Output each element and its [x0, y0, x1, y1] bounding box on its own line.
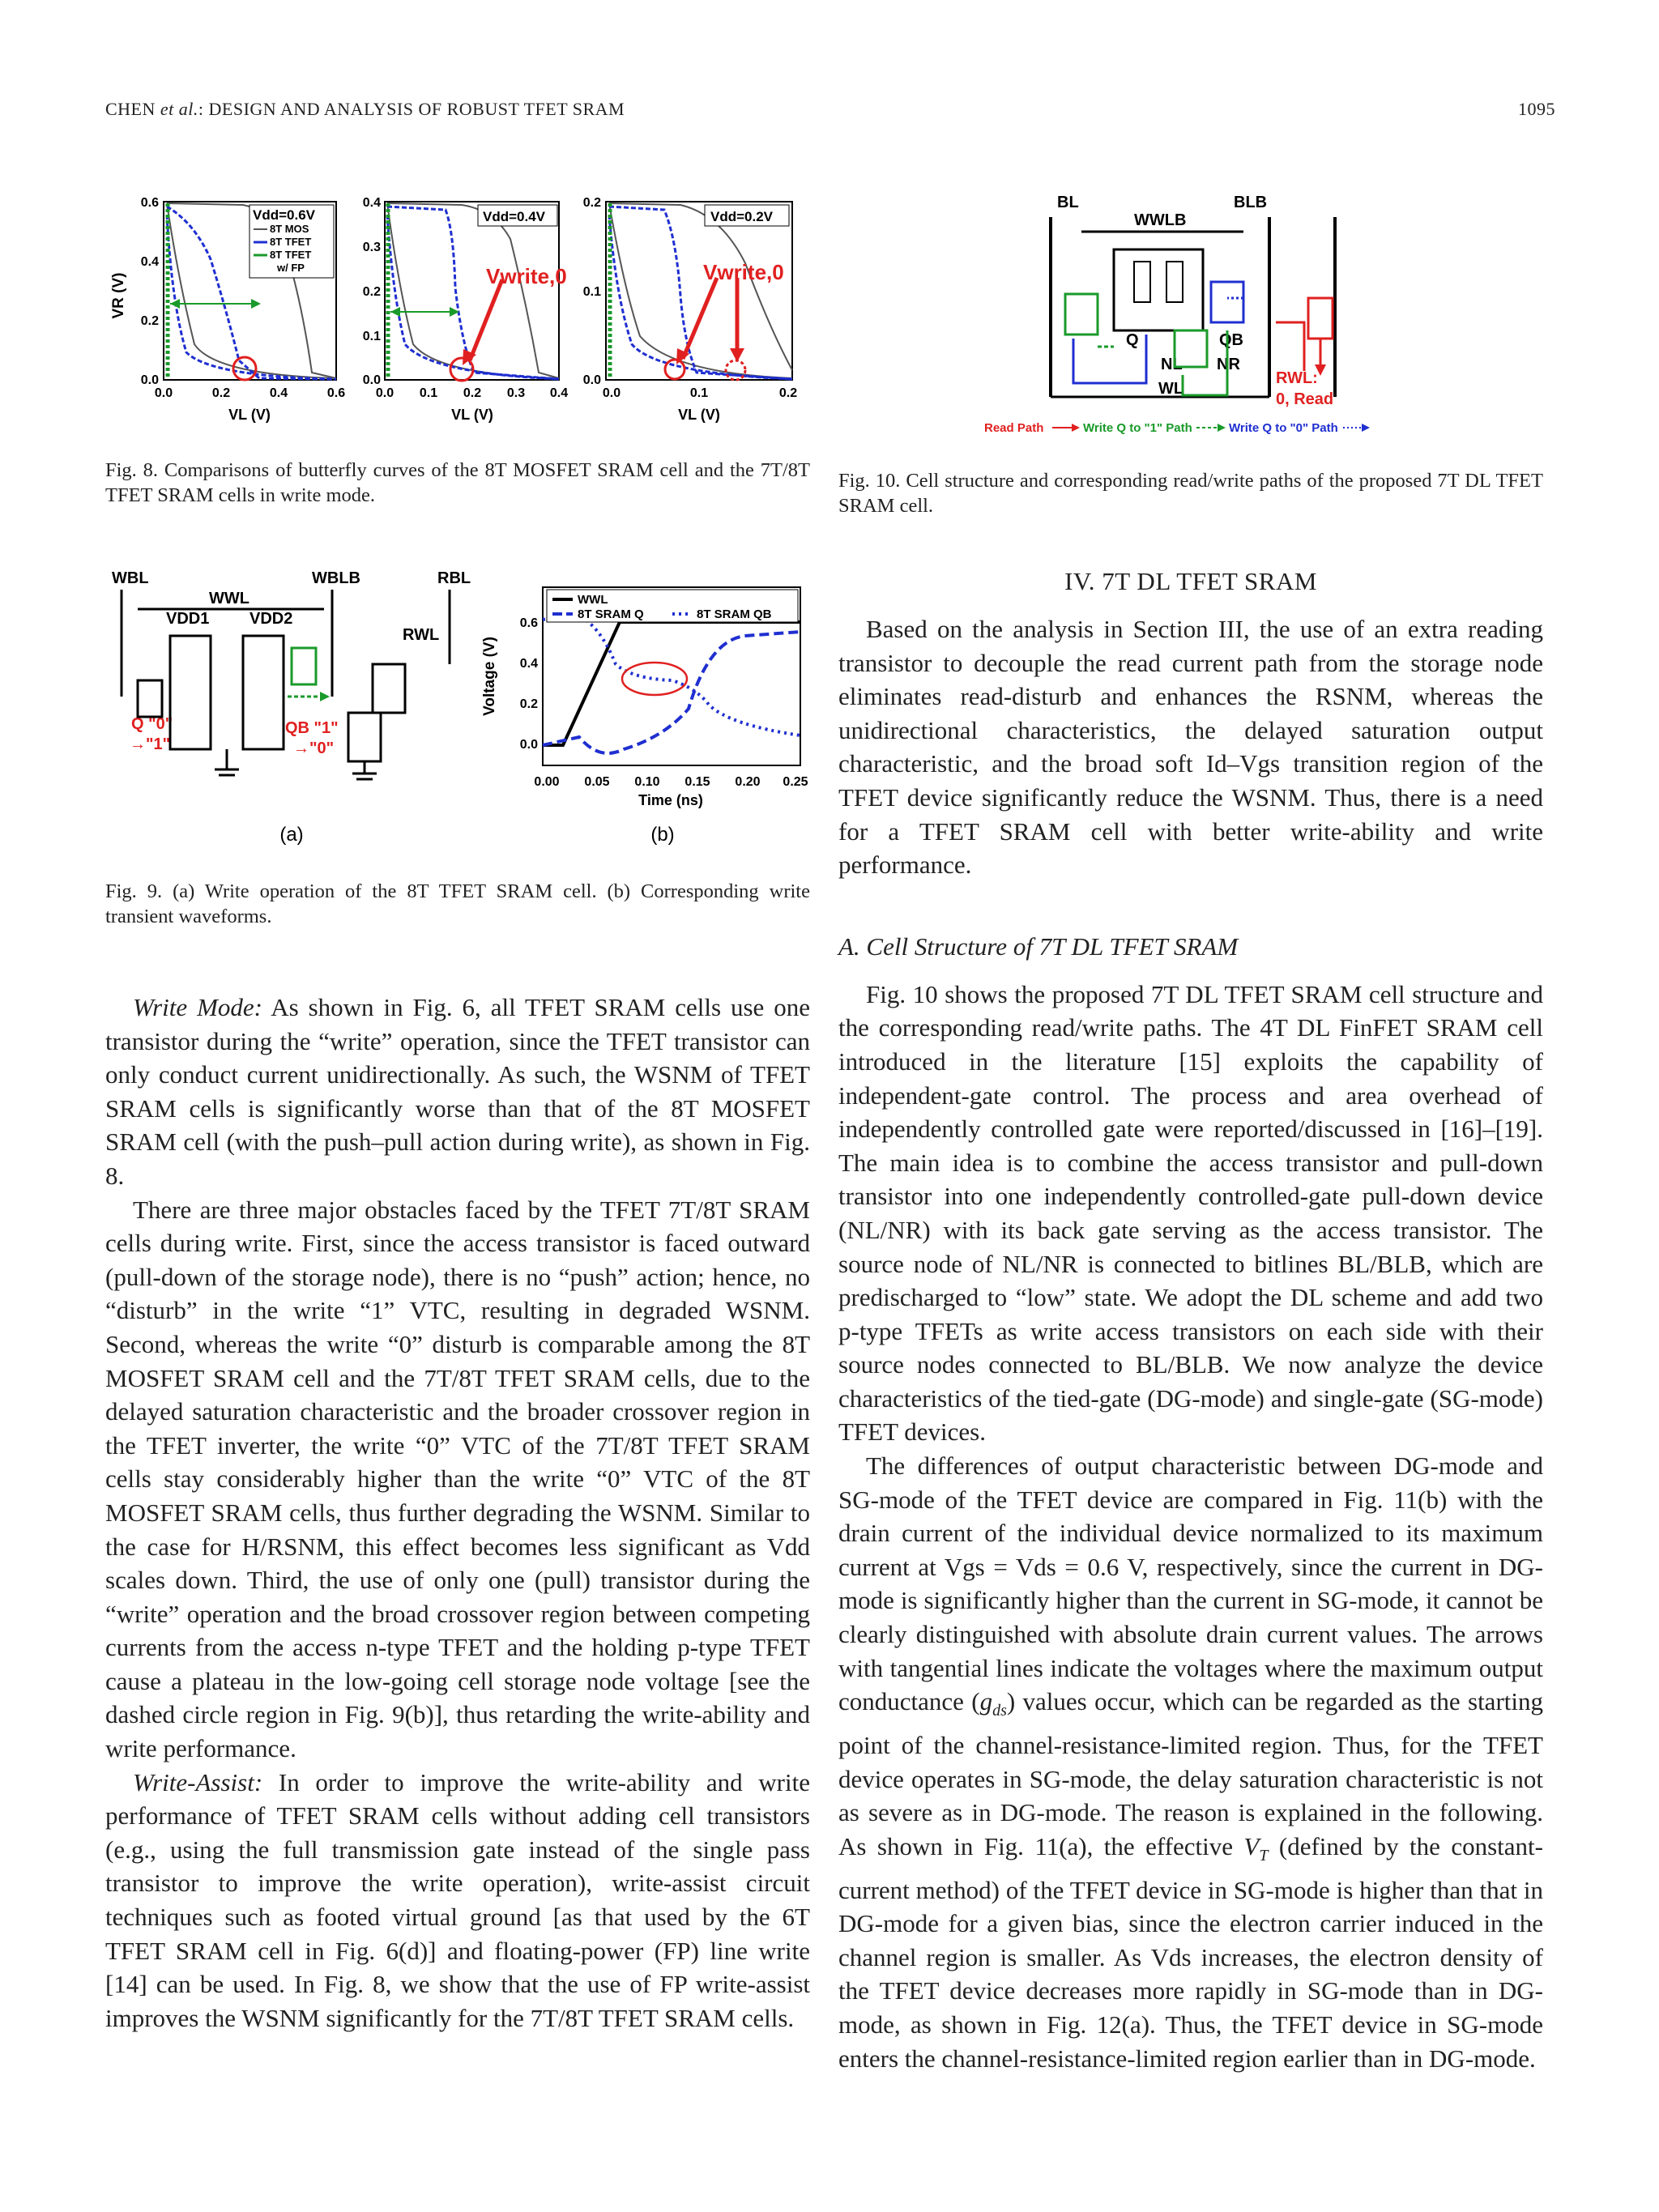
svg-text:0.0: 0.0	[602, 386, 621, 400]
svg-text:WBL: WBL	[112, 569, 149, 587]
svg-text:→"0": →"0"	[293, 739, 335, 757]
svg-text:0.4: 0.4	[362, 196, 381, 210]
fig8-caption: Fig. 8. Comparisons of butterfly curves of the 8T MOSFET SRAM cell and the 7T/8T TFET SRAM cells in write mode.	[105, 459, 810, 506]
svg-text:0.0: 0.0	[375, 386, 394, 400]
fig10-caption: Fig. 10. Cell structure and corresponding read/write paths of the proposed 7T DL TFET SRAM cell.	[838, 470, 1543, 517]
svg-text:0.2: 0.2	[778, 386, 798, 400]
running-header	[105, 99, 1555, 120]
svg-text:→"1": →"1"	[130, 735, 171, 753]
fig9a-label: (a)	[279, 824, 304, 846]
svg-text:0.0: 0.0	[582, 373, 601, 387]
fig8-ylabel: VR (V)	[110, 272, 127, 319]
svg-text:Time (ns): Time (ns)	[638, 792, 703, 808]
svg-text:0.2: 0.2	[362, 285, 381, 299]
svg-text:Read Path: Read Path	[984, 421, 1044, 435]
svg-text:VL (V): VL (V)	[228, 407, 271, 423]
paragraph-obstacles: There are three major obstacles faced by the TFET 7T/8T SRAM cells during write. First, since the access transistor is faced outward (pull-down of the storage node), there is no “push” action; hence, no “disturb” in the write “1” VTC, resulting in degraded WSNM. Second, whereas the write “0” disturb is comparable among the 8T MOSFET SRAM cell and the 7T/8T TFET SRAM cells, due to the delayed saturation characteristic and the broader crossover region in the TFET inverter, the write “0” VTC of the 7T/8T TFET SRAM cells stay considerably higher than the write “0” VTC of the 8T MOSFET SRAM cells, thus further degrading the WSNM. Similar to the case for H/RSNM, this effect becomes less significant as Vdd scales down. Third, the use of only one (pull) transistor during the “write” operation and the broad crossover region between competing currents from the access n-type TFET and the holding p-type TFET cause a plateau in the low-going cell storage node voltage [see the dashed circle region in Fig. 9(b)], thus retarding the write-ability and write performance.	[105, 1195, 810, 1763]
svg-text:0.4: 0.4	[269, 386, 288, 400]
svg-text:RBL: RBL	[437, 569, 471, 587]
subsection-title: A. Cell Structure of 7T DL TFET SRAM	[838, 931, 1239, 961]
fig8-butterfly-curves	[105, 182, 810, 433]
paragraph-output-characteristic: The differences of output characteristic between DG-mode and SG-mode of the TFET device are compared in Fig. 11(b) with the drain current of the individual device normalized to its maximum current at Vgs = Vds = 0.6 V, respectively, since the current in DG-mode is significantly higher than the current in SG-mode, it cannot be clearly distinguished with absolute drain current values. The arrows with tangential lines indicate the voltages where the maximum output conductance $(g_{ds})$ values occur, which can be regarded as the starting point of the channel-resistance-limited region. Thus, for the TFET device operates in SG-mode, the delay saturation characteristic is not as severe as in DG-mode. The reason is explained in the following. As shown in Fig. 11(a), the effective $V_T$ (defined by the constant-current method) of the TFET device in SG-mode is higher than that in DG-mode for a given bias, since the electron carrier induced in the channel region is smaller. As Vds increases, the electron density of the TFET device decreases more rapidly in SG-mode than in DG-mode, as shown in Fig. 12(a). Thus, the TFET device in SG-mode enters the channel-resistance-limited region earlier than in DG-mode.	[838, 1451, 1543, 2073]
svg-text:RWL:: RWL:	[1276, 369, 1318, 387]
svg-text:Write Q to "1" Path: Write Q to "1" Path	[1083, 421, 1192, 435]
svg-text:RWL: RWL	[403, 626, 440, 644]
svg-text:0.25: 0.25	[783, 775, 808, 789]
svg-text:0.4: 0.4	[549, 386, 569, 400]
fig8-panel3-annotation: Vwrite,0	[703, 260, 784, 284]
svg-text:Write Q to "0" Path: Write Q to "0" Path	[1229, 421, 1338, 435]
svg-text:0.4: 0.4	[519, 657, 538, 671]
svg-text:QB "1": QB "1"	[285, 719, 339, 737]
svg-text:0.2: 0.2	[519, 697, 538, 711]
paragraph-section-intro: Based on the analysis in Section III, the use of an extra reading transistor to decouple the read current path from the storage node eliminates read-disturb and enhances the RSNM, whereas the unidirectional characteristics, the delayed saturation output characteristic, and the broad soft Id–Vgs transition region of the TFET device significantly reduce the WSNM. Thus, there is a need for a TFET SRAM cell with better write-ability and write performance.	[838, 615, 1543, 880]
svg-text:8T TFET: 8T TFET	[270, 236, 312, 248]
svg-text:0.20: 0.20	[735, 775, 761, 789]
svg-text:WBLB: WBLB	[312, 569, 360, 587]
svg-text:0.2: 0.2	[582, 196, 601, 210]
svg-text:0.0: 0.0	[154, 386, 173, 400]
page-number: 1095	[1518, 99, 1555, 119]
svg-text:Voltage (V): Voltage (V)	[481, 637, 498, 716]
fig9b-waveform	[481, 587, 808, 846]
svg-text:VDD1: VDD1	[166, 610, 210, 628]
svg-text:0.2: 0.2	[140, 314, 159, 328]
svg-text:BLB: BLB	[1234, 194, 1268, 211]
svg-text:8T SRAM QB: 8T SRAM QB	[697, 607, 772, 621]
svg-text:0.0: 0.0	[140, 373, 159, 387]
paragraph-write-assist: Write-Assist: In order to improve the write-ability and write performance of TFET SRAM cells without adding cell transistors (e.g., using the full transmission gate instead of the single pass transistor to improve the write operation), write-assist circuit techniques such as footed virtual ground [as that used by the 6T TFET SRAM cell in Fig. 6(d)] and floating-power (FP) line write [14] can be used. In Fig. 8, we show that the use of FP write-assist improves the WSNM significantly for the 7T/8T TFET SRAM cells.	[105, 1767, 810, 2032]
svg-text:0.6: 0.6	[140, 196, 159, 210]
right-column-text	[838, 567, 1543, 2075]
svg-text:WL: WL	[1158, 380, 1184, 398]
svg-text:0.2: 0.2	[463, 386, 482, 400]
fig10-cell-structure	[984, 185, 1405, 436]
svg-text:VL (V): VL (V)	[451, 407, 493, 423]
svg-text:8T MOS: 8T MOS	[270, 223, 309, 235]
svg-text:0.05: 0.05	[584, 775, 610, 789]
svg-text:VL (V): VL (V)	[678, 407, 720, 423]
svg-text:0, Read: 0, Read	[1276, 390, 1334, 408]
svg-text:0.4: 0.4	[140, 255, 159, 269]
svg-text:Q: Q	[1126, 331, 1139, 349]
svg-text:0.1: 0.1	[419, 386, 438, 400]
svg-text:0.3: 0.3	[506, 386, 526, 400]
svg-text:0.0: 0.0	[362, 373, 381, 387]
svg-text:Q "0": Q "0"	[131, 715, 173, 733]
svg-text:WWL: WWL	[209, 590, 249, 607]
svg-text:0.00: 0.00	[534, 775, 560, 789]
section-title: IV. 7T DL TFET SRAM	[1064, 567, 1317, 595]
svg-text:0.1: 0.1	[362, 330, 381, 343]
fig8-panel2-annotation: Vwrite,0	[486, 264, 567, 288]
fig8-panel2-title: Vdd=0.4V	[483, 209, 546, 224]
fig8-panel3-title: Vdd=0.2V	[710, 209, 774, 224]
svg-text:8T TFET: 8T TFET	[270, 249, 312, 261]
svg-text:BL: BL	[1057, 194, 1079, 211]
svg-text:w/ FP: w/ FP	[277, 262, 305, 274]
svg-text:NR: NR	[1217, 356, 1240, 373]
fig8-panel1	[141, 196, 345, 400]
header-authors: CHEN et al.: DESIGN AND ANALYSIS OF ROBUST TFET SRAM	[105, 99, 625, 119]
fig8-panel2	[363, 196, 568, 400]
svg-text:0.10: 0.10	[634, 775, 660, 789]
svg-text:0.6: 0.6	[519, 616, 538, 630]
fig9-caption: Fig. 9. (a) Write operation of the 8T TFET SRAM cell. (b) Corresponding write transient waveforms.	[105, 880, 810, 927]
fig10-legend	[984, 421, 1370, 435]
svg-text:0.1: 0.1	[582, 285, 601, 299]
svg-text:WWL: WWL	[578, 593, 608, 607]
svg-text:0.2: 0.2	[211, 386, 231, 400]
svg-text:8T SRAM Q: 8T SRAM Q	[578, 607, 644, 621]
paragraph-write-mode: Write Mode: As shown in Fig. 6, all TFET SRAM cells use one transistor during the “write” operation, since the TFET transistor can only conduct current unidirectionally. As such, the WSNM of TFET SRAM cells is significantly worse than that of the 8T MOSFET SRAM cell (with the push–pull action during write), as shown in Fig. 8.	[105, 993, 810, 1190]
svg-text:0.1: 0.1	[689, 386, 709, 400]
svg-text:QB: QB	[1219, 331, 1243, 349]
fig9-write-operation	[105, 567, 810, 850]
svg-text:VDD2: VDD2	[249, 610, 293, 628]
svg-text:0.0: 0.0	[519, 738, 538, 752]
left-column-text	[105, 991, 810, 2035]
fig9b-label: (b)	[650, 824, 675, 846]
fig9a-schematic	[112, 569, 471, 846]
svg-text:0.6: 0.6	[326, 386, 346, 400]
svg-text:WWLB: WWLB	[1134, 211, 1187, 229]
fig8-panel1-title: Vdd=0.6V	[253, 207, 316, 223]
fig8-panel3	[583, 196, 797, 400]
svg-text:NL: NL	[1161, 356, 1183, 373]
paragraph-cell-structure: Fig. 10 shows the proposed 7T DL TFET SRAM cell structure and the corresponding read/write paths. The 4T DL FinFET SRAM cell introduced in the literature [15] exploits the capability of independent-gate control. The process and area overhead of independently controlled gate were reported/discussed in [16]–[19]. The main idea is to combine the access transistor and pull-down transistor into one independently controlled-gate pull-down device (NL/NR) with its back gate serving as the access transistor. The source node of NL/NR is connected to bitlines BL/BLB, which are predischarged to “low” state. We adopt the DL scheme and add two p-type TFETs as write access transistors on each side with their source nodes connected to BL/BLB. We now analyze the device characteristics of the tied-gate (DG-mode) and single-gate (SG-mode) TFET devices.	[838, 979, 1543, 1447]
svg-text:0.15: 0.15	[684, 775, 710, 789]
svg-text:0.3: 0.3	[362, 241, 381, 254]
